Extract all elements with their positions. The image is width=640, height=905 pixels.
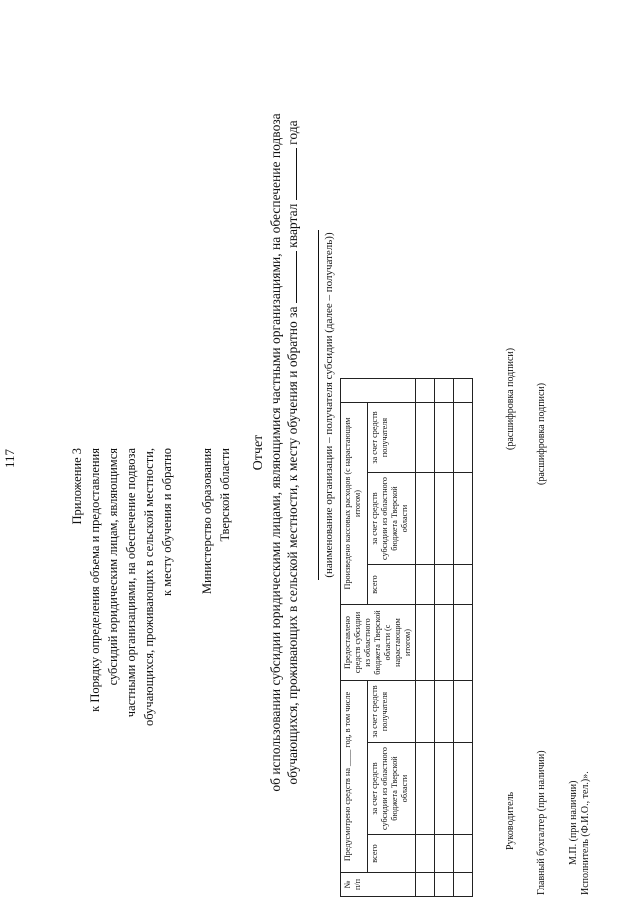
header-provided: Предоставлено средств субсидии из областного бюджета Тверской области (с нарастающим итогом)	[341, 605, 416, 681]
subheader-spent-own: за счет средств получателя	[367, 403, 415, 473]
report-title: Отчет	[251, 434, 266, 471]
appendix-line: к Порядку определения объема и предоставления	[88, 448, 102, 712]
appendix-block	[68, 448, 176, 788]
appendix-line: обучающихся, проживающих в сельской местности,	[142, 448, 156, 726]
sig-accountant-label: Главный бухгалтер (при наличии)	[536, 750, 547, 895]
table-row	[454, 379, 473, 897]
table-row	[435, 379, 454, 897]
subheader-planned-total: всего	[367, 835, 415, 873]
report-subtitle-line: об использовании субсидии юридическими лицами, являющимися частными организациями, на обеспечение подвоза	[268, 113, 283, 792]
subheader-spent-total: всего	[367, 565, 415, 605]
subheader-spent-subsidy: за счет средств субсидии из областного бюджета Тверской области	[367, 473, 415, 565]
quarter-blank	[285, 251, 297, 303]
table-row	[416, 379, 435, 897]
report-subtitle-line-2	[284, 0, 301, 905]
report-title-block	[250, 0, 301, 905]
sig-head-label: Руководитель	[505, 791, 516, 850]
sig-head-decode: (расшифровка подписи)	[505, 347, 516, 450]
seal-label: М.П. (при наличии)	[568, 780, 579, 865]
appendix-line: частными организациями, на обеспечение подвоза	[124, 448, 138, 718]
ministry-line: Тверской области	[218, 448, 232, 542]
report-period-mid: квартал	[285, 203, 300, 248]
sig-accountant-decode: (расшифровка подписи)	[536, 382, 547, 485]
header-spent: Произведено кассовых расходов (с нарастающим итогом)	[341, 403, 368, 605]
appendix-line: субсидий юридическим лицам, являющимся	[106, 448, 120, 686]
subheader-planned-subsidy: за счет средств субсидии из областного бюджета Тверской области	[367, 743, 415, 835]
header-blank	[341, 379, 416, 403]
subheader-planned-own: за счет средств получателя	[367, 681, 415, 743]
ministry-block	[198, 448, 234, 748]
table-header-row	[341, 379, 368, 897]
appendix-line: к месту обучения и обратно	[160, 448, 174, 596]
appendix-line: Приложение 3	[70, 448, 84, 525]
recipient-line	[318, 230, 319, 580]
ministry-line: Министерство образования	[200, 448, 214, 595]
report-period-suffix: года	[285, 120, 300, 145]
executor-label: Исполнитель (Ф.И.О., тел.)».	[580, 771, 591, 895]
header-number: № п/п	[341, 873, 416, 897]
header-planned: Предусмотрено средств на ____ год, в том числе	[341, 681, 368, 873]
page-number: 117	[2, 448, 17, 468]
recipient-note: (наименование организации – получателя субсидии (далее – получатель))	[323, 232, 335, 578]
year-blank	[285, 148, 297, 200]
report-period-prefix: обучающихся, проживающих в сельской местности, к месту обучения и обратно за	[285, 306, 300, 785]
report-table	[340, 378, 473, 897]
